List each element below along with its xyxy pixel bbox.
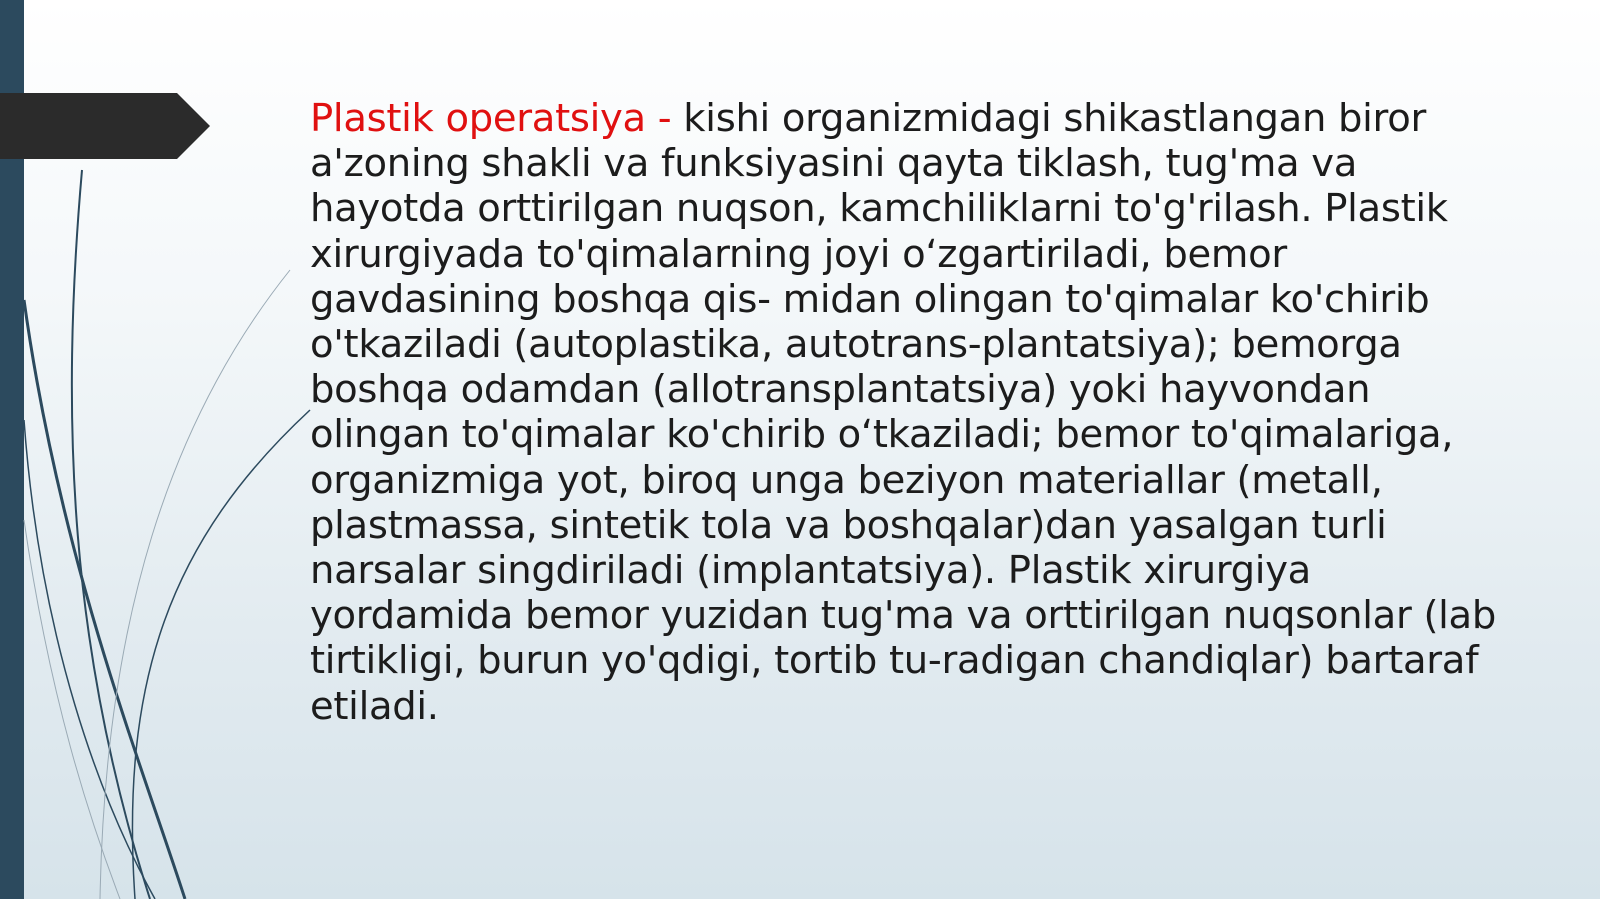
term-label: Plastik operatsiya -: [310, 96, 672, 141]
definition-paragraph: [310, 96, 1510, 729]
definition-text: kishi organizmidagi shikastlangan biror a'zoning shakli va funksiyasini qayta tiklash, tug'ma va hayotda orttirilgan nuqson, kamchiliklarni to'g'rilash. Plastik xirurgiyada to'qimalarning joyi o‘zgartiriladi, bemor gavdasining boshqa qis- midan olingan to'qimalar ko'chirib o'tkaziladi (autoplastika, autotrans-plantatsiya); bemorga boshqa odamdan (allotransplantatsiya) yoki hayvondan olingan to'qimalar ko'chirib o‘tkaziladi; bemor to'qimalariga, organizmiga yot, biroq unga beziyon materiallar (metall, plastmassa, sintetik tola va boshqalar)dan yasalgan turli narsalar singdiriladi (implantatsiya). Plastik xirurgiya yordamida bemor yuzidan tug'ma va orttirilgan nuqsonlar (lab tirtikligi, burun yo'qdigi, tortib tu-radigan chandiqlar) bartaraf etiladi.: [310, 96, 1496, 729]
arrow-tab: [0, 93, 210, 159]
